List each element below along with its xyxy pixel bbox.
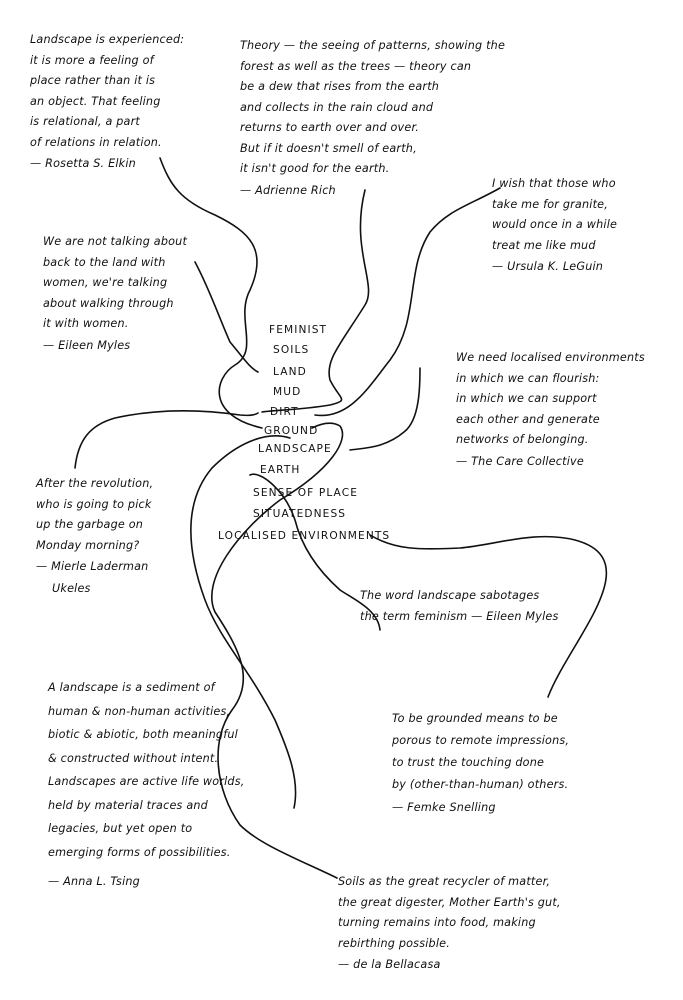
term-situatedness: SITUATEDNESS — [253, 508, 347, 520]
quote-care — [456, 348, 645, 472]
line-ukeles-dirt — [75, 411, 258, 468]
quote-line: But if it doesn't smell of earth, — [240, 141, 417, 155]
quote-line: the term feminism — Eileen Myles — [360, 609, 559, 623]
quote-tsing — [48, 676, 245, 894]
quote-line: place rather than it is — [30, 74, 156, 87]
quote-line: back to the land with — [43, 255, 166, 269]
quote-bellacasa — [338, 872, 561, 976]
quote-line: Theory — the seeing of patterns, showing the — [240, 39, 506, 52]
quote-line: up the garbage on — [36, 518, 144, 531]
term-landscape: LANDSCAPE — [258, 443, 332, 455]
quote-line: The word landscape sabotages — [360, 589, 540, 602]
quote-line: women, we're talking — [43, 276, 168, 289]
quote-line: biotic & abiotic, both meaningful — [48, 728, 238, 741]
line-rich-dirt — [262, 190, 369, 412]
term-sense-of-place: SENSE OF PLACE — [253, 487, 359, 499]
term-dirt: DIRT — [270, 406, 299, 418]
quote-line: about walking through — [43, 296, 174, 310]
quote-author: — Ursula K. LeGuin — [492, 260, 604, 273]
term-localised-environments: LOCALISED ENVIRONMENTS — [218, 530, 391, 542]
quote-line: & constructed without intent. — [48, 751, 219, 765]
quote-line: be a dew that rises from the earth — [240, 80, 440, 93]
line-care-landscape — [350, 368, 420, 450]
quote-line: To be grounded means to be — [392, 712, 558, 725]
quote-line: would once in a while — [492, 218, 618, 231]
line-myles-land — [195, 262, 258, 372]
quote-author: — Mierle Laderman — [36, 560, 149, 573]
quote-myles-sabotage — [360, 586, 558, 627]
quote-line: treat me like mud — [492, 238, 596, 252]
quote-line: an object. That feeling — [30, 94, 161, 108]
quote-line: is relational, a part — [30, 115, 141, 128]
quote-author: — Eileen Myles — [43, 338, 131, 352]
quote-line: forest as well as the trees — theory can — [240, 59, 472, 73]
quote-line: We are not talking about — [43, 235, 188, 248]
quote-ukeles — [36, 474, 153, 599]
quote-line: take me for granite, — [492, 197, 609, 211]
quote-author: — Adrienne Rich — [240, 183, 336, 197]
quote-line: emerging forms of possibilities. — [48, 845, 231, 859]
term-feminist: FEMINIST — [269, 324, 328, 336]
term-mud: MUD — [273, 386, 302, 398]
quote-line: rebirthing possible. — [338, 936, 450, 950]
quote-line: by (other-than-human) others. — [392, 778, 569, 791]
quote-line: Landscape is experienced: — [30, 33, 185, 46]
quote-line: the great digester, Mother Earth's gut, — [338, 895, 561, 909]
quote-line: porous to remote impressions, — [392, 734, 570, 747]
term-ground: GROUND — [264, 425, 319, 437]
term-earth: EARTH — [260, 464, 301, 476]
quote-line: held by material traces and — [48, 798, 208, 812]
quote-author: — Anna L. Tsing — [48, 875, 140, 888]
quote-line: legacies, but yet open to — [48, 822, 193, 835]
quote-line: Soils as the great recycler of matter, — [338, 875, 551, 888]
quote-rich — [240, 36, 505, 201]
quote-author-cont: Ukeles — [52, 581, 91, 595]
quote-line: who is going to pick — [36, 497, 152, 511]
quote-line: After the revolution, — [36, 477, 154, 490]
quote-line: A landscape is a sediment of — [48, 681, 215, 694]
term-land: LAND — [273, 366, 307, 378]
quote-author: — Femke Snelling — [392, 801, 496, 814]
term-soils: SOILS — [273, 344, 310, 356]
quote-myles-land — [43, 232, 187, 356]
quote-line: Landscapes are active life worlds, — [48, 775, 245, 788]
quote-author: — The Care Collective — [456, 454, 584, 468]
quote-elkin — [30, 30, 184, 175]
quote-author: — Rosetta S. Elkin — [30, 157, 136, 170]
quote-line: networks of belonging. — [456, 433, 589, 446]
quote-line: it with women. — [43, 317, 129, 330]
quote-line: in which we can support — [456, 392, 597, 405]
quote-line: We need localised environments — [456, 351, 645, 364]
quote-leguin — [492, 174, 617, 278]
quote-line: of relations in relation. — [30, 135, 162, 149]
quote-line: and collects in the rain cloud and — [240, 100, 434, 114]
quote-line: in which we can flourish: — [456, 371, 600, 385]
quote-author: — de la Bellacasa — [338, 958, 441, 971]
quote-line: to trust the touching done — [392, 756, 545, 769]
quote-line: it is more a feeling of — [30, 53, 154, 67]
quote-line: turning remains into food, making — [338, 916, 536, 929]
quote-line: I wish that those who — [492, 177, 616, 190]
quote-snelling — [392, 708, 569, 819]
quote-line: human & non-human activities, — [48, 704, 231, 718]
quote-line: it isn't good for the earth. — [240, 162, 390, 175]
quote-line: Monday morning? — [36, 538, 140, 552]
quote-line: returns to earth over and over. — [240, 121, 419, 134]
quote-line: each other and generate — [456, 412, 600, 426]
